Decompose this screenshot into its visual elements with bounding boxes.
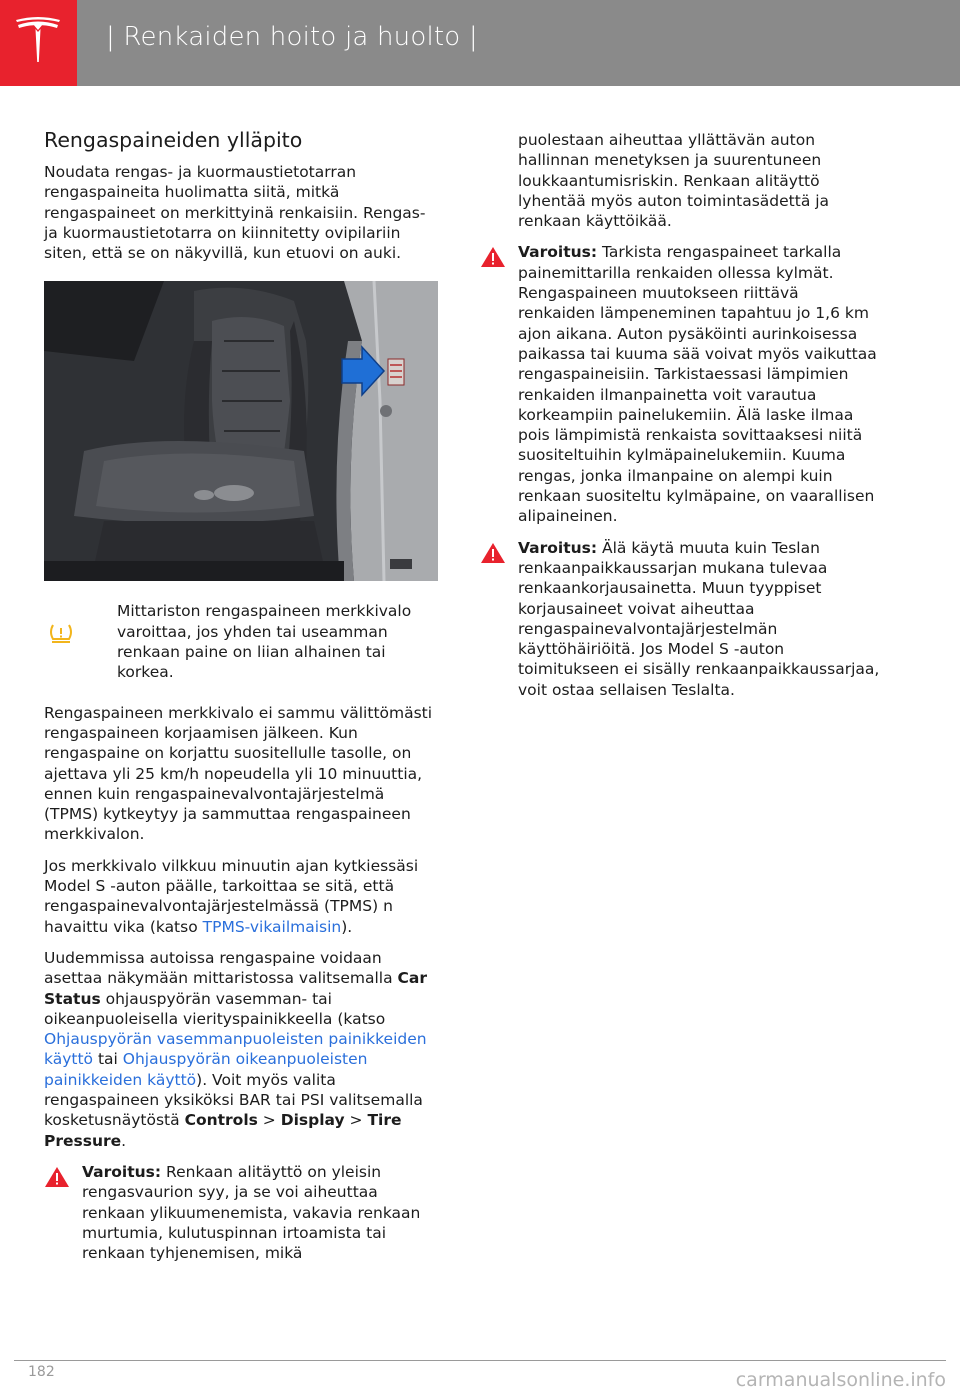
separator-1: > (257, 1111, 281, 1130)
tpms-indicator-note (44, 601, 440, 682)
warning-1 (44, 1162, 440, 1263)
warning-triangle-icon (44, 1166, 70, 1188)
warning-1-body: Renkaan alitäyttö on yleisin rengasvaurion syy, ja se voi aiheuttaa renkaan ylikuumenemista, vakavia renkaan murtumia, kulutuspinnan irtoamista tai renkaan tyhjenemisen, mikä (82, 1162, 421, 1263)
footer-divider (14, 1360, 946, 1361)
paragraph-1: Rengaspaineen merkkivalo ei sammu välittömästi rengaspaineen korjaamisen jälkeen. Kun rengaspaine on korjattu suositellulle tasolle, on ajettava yli 25 km/h nopeudella yli 10 minuuttia, ennen kuin rengaspainevalvontajärjestelmä (TPMS) kytkeytyy ja sammuttaa rengaspaineen merkkivalon. (44, 703, 433, 844)
warning-1-text (82, 1162, 440, 1263)
warning-triangle-icon (480, 542, 506, 564)
warning-3-body: Älä käytä muuta kuin Teslan renkaanpaikkaussarjan mukana tulevaa renkaankorjausainetta. Muun tyyppiset korjausaineet voivat aiheuttaa rengaspainevalvontajärjestelmän käyttöhäiriöitä. Jos Model S -auton toimitukseen ei sisälly renkaanpaikkaussarjaa, voit ostaa sellaisen Teslalta. (518, 538, 880, 699)
logo-box (0, 0, 77, 86)
right-column (480, 130, 880, 711)
tire-pressure-warning-icon (48, 623, 74, 645)
display-label: Display (280, 1111, 345, 1130)
separator-2: > (344, 1111, 368, 1130)
tpms-link[interactable]: TPMS-vikailmaisin (202, 917, 342, 936)
warning-label: Varoitus: (518, 243, 598, 262)
left-column (44, 128, 440, 1274)
page-number: 182 (28, 1364, 55, 1380)
continued-paragraph: puolestaan aiheuttaa yllättävän auton hallinnan menetyksen ja suurentuneen loukkaantumisriskin. Renkaan alitäyttö lyhentää myös auton toimintasädettä ja renkaan käyttöikää. (518, 131, 830, 231)
seat-door-pillar-photo (44, 281, 438, 581)
warning-2-body: Tarkista rengaspaineet tarkalla painemittarilla renkaiden ollessa kylmät. Rengaspaineen muutokseen riittävä renkaiden lämpeneminen tapahtuu jo 1,6 km ajon aikana. Auton pysäköinti aurinkoisessa paikassa tai kuuma sää voivat myös vaikuttaa rengaspaineisiin. Tarkistaessasi lämpimien renkaiden ilmanpainetta voit varautua korkeampiin painelukemiin. Älä laske ilmaa pois lämpimistä renkaista sovittaaksesi niitä suositeltuihin kylmäpainelukemiin. Kuuma rengas, jonka ilmanpaine on alempi kuin renkaan suositeltu kylmäpaine, on vaarallisen alipaineinen. (518, 243, 877, 526)
paragraph-3-end: . (121, 1131, 127, 1150)
section-title: | Renkaiden hoito ja huolto | (106, 22, 478, 52)
warning-3-text (518, 538, 880, 700)
indicator-text: Mittariston rengaspaineen merkkivalo varoittaa, jos yhden tai useamman renkaan paine on liian alhainen tai korkea. (117, 602, 412, 682)
page-heading: Rengaspaineiden ylläpito (44, 128, 303, 152)
page-header (0, 0, 960, 86)
paragraph-3-text-a: Uudemmissa autoissa rengaspaine voidaan asettaa näkymään mittaristossa valitsemalla (44, 948, 398, 988)
tesla-logo-icon (14, 16, 62, 68)
paragraph-2-text: Jos merkkivalo vilkkuu minuutin ajan kytkiessäsi Model S -auton päälle, tarkoittaa se sitä, että rengaspainevalvontajärjestelmässä (TPMS) n havaittu vika (katso (44, 856, 419, 936)
paragraph-2 (44, 856, 440, 937)
warning-2 (480, 242, 880, 526)
paragraph-3 (44, 948, 440, 1151)
warning-label: Varoitus: (82, 1162, 162, 1181)
warning-triangle-icon (480, 246, 506, 268)
left-buttons-link[interactable]: Ohjauspyörän vasemmanpuoleisten painikkeiden käyttö (44, 1030, 427, 1069)
intro-paragraph: Noudata rengas- ja kuormaustietotarran rengaspaineita huolimatta siitä, mitkä rengaspaineet on merkittyinä renkaisiin. Rengas- ja kuormaustietotarra on kiinnitetty ovipilariin siten, että se on näkyvillä, kun etuovi on auki. (44, 163, 426, 263)
warning-2-text (518, 242, 880, 526)
paragraph-3-text-c: tai (93, 1050, 123, 1069)
controls-label: Controls (184, 1111, 258, 1130)
tire-pressure-label: Tire Pressure (44, 1111, 402, 1150)
right-buttons-link[interactable]: Ohjauspyörän oikeanpuoleisten painikkeiden käyttö (44, 1050, 368, 1089)
paragraph-2-end: ). (341, 917, 353, 936)
paragraph-3-text-d: ). Voit myös valita rengaspaineen yksiköksi BAR tai PSI valitsemalla kosketusnäytöstä (44, 1070, 423, 1130)
car-status-label: Car Status (44, 969, 427, 1008)
warning-label: Varoitus: (518, 538, 598, 557)
watermark: carmanualsonline.info (735, 1369, 946, 1391)
paragraph-3-text-b: ohjauspyörän vasemman- tai oikeanpuoleisella vierityspainikkeella (katso (44, 989, 386, 1028)
warning-3 (480, 538, 880, 700)
